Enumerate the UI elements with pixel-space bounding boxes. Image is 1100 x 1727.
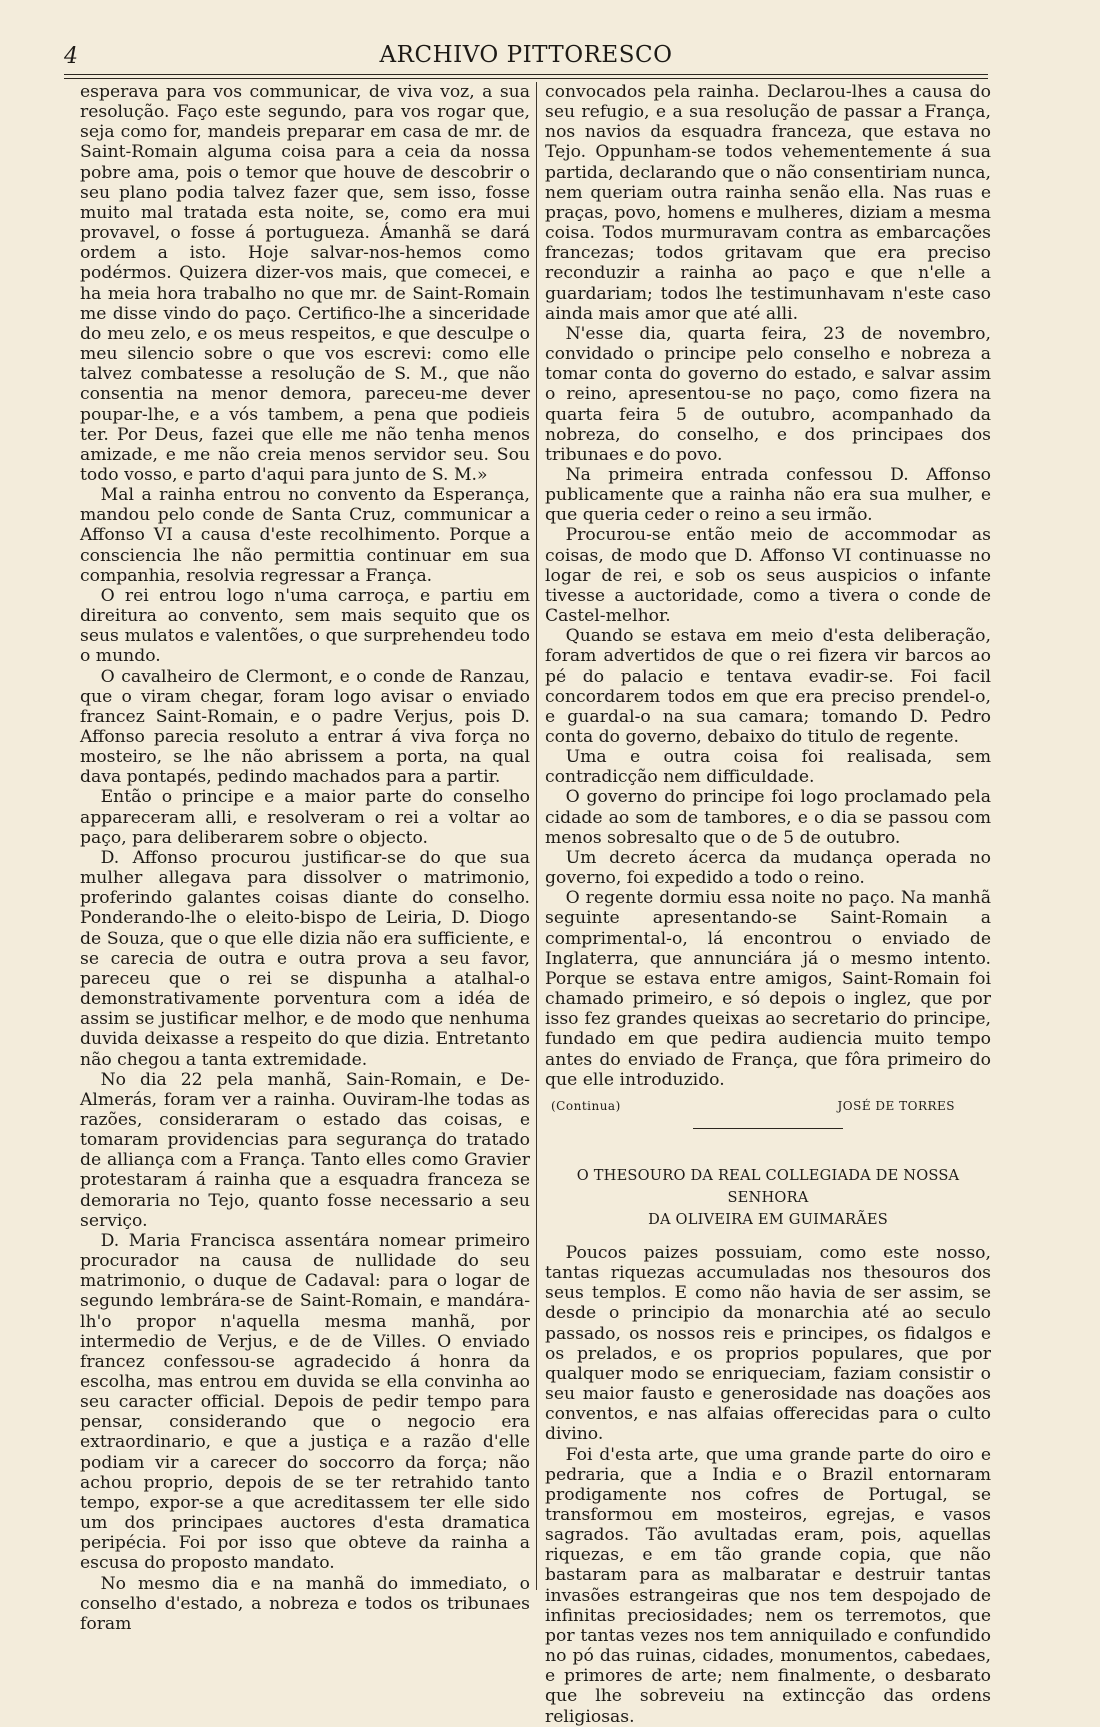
paragraph: No dia 22 pela manhã, Sain-Romain, e De-Almerás, foram ver a rainha. Ouviram-lhe todas as razões, consideraram o estado das coisas, e tomaram providencias para segurança do tratado de alliança com a França. Tanto elles como Gravier protestaram á rainha que a esquadra franceza se demoraria no Tejo, quanto fosse necessario a seu serviço. bbox=[80, 1069, 530, 1231]
paragraph: Na primeira entrada confessou D. Affonso publicamente que a rainha não era sua mulher, e que queria ceder o reino a seu irmão. bbox=[545, 464, 991, 526]
header-rule-thin bbox=[64, 78, 988, 79]
article-signature bbox=[545, 1096, 991, 1116]
section-title-line-1: O THESOURO DA REAL COLLEGIADA DE NOSSA SENHORA bbox=[576, 1166, 960, 1206]
running-title: ARCHIVO PITTORESCO bbox=[379, 42, 673, 68]
author-name: JOSÉ DE TORRES bbox=[837, 1098, 955, 1113]
paragraph: Poucos paizes possuiam, como este nosso, tantas riquezas accumuladas nos thesouros dos seus templos. E como não havia de ser assim, se desde o principio da monarchia até ao seculo passado, os nossos reis e principes, os fidalgos e os prelados, e os proprios populares, que por qualquer modo se enriqueciam, faziam consistir o seu maior fausto e generosidade nas doações aos conventos, e nas alfaias offerecidas para o culto divino. bbox=[545, 1242, 991, 1445]
paragraph: No mesmo dia e na manhã do immediato, o conselho d'estado, a nobreza e todos os tribunaes foram bbox=[80, 1573, 530, 1634]
section-title bbox=[545, 1165, 991, 1231]
paragraph: O regente dormiu essa noite no paço. Na manhã seguinte apresentando-se Saint-Romain a comprimental-o, lá encontrou o enviado de Inglaterra, que annunciára já o mesmo intento. Porque se estava entre amigos, Saint-Romain foi chamado primeiro, e só depois o inglez, que por isso fez grandes queixas ao secretario do principe, fundado em que pedira audiencia muito tempo antes do enviado de França, que fôra primeiro do que elle introduzido. bbox=[545, 888, 991, 1090]
paragraph: O rei entrou logo n'uma carroça, e partiu em direitura ao convento, sem mais sequito que os seus mulatos e valentões, o que surprehendeu todo o mundo. bbox=[80, 585, 530, 667]
paragraph: O cavalheiro de Clermont, e o conde de Ranzau, que o viram chegar, foram logo avisar o enviado francez Saint-Romain, e o padre Verjus, pois D. Affonso parecia resoluto a entrar á viva força no mosteiro, se lhe não abrissem a porta, na qual dava pontapés, pedindo machados para a partir. bbox=[80, 666, 530, 788]
paragraph: Uma e outra coisa foi realisada, sem contradicção nem difficuldade. bbox=[545, 747, 991, 788]
section-separator bbox=[693, 1128, 843, 1129]
paragraph: Um decreto ácerca da mudança operada no governo, foi expedido a todo o reino. bbox=[545, 847, 991, 889]
left-column bbox=[80, 82, 530, 1634]
paragraph: convocados pela rainha. Declarou-lhes a causa do seu refugio, e a sua resolução de passar a França, nos navios da esquadra franceza, que estava no Tejo. Oppunham-se todos vehementemente á sua partida, declarando que o não consentiriam nunca, nem queriam outra rainha senão ella. Nas ruas e praças, povo, homens e mulheres, diziam a mesma coisa. Todos murmuravam contra as embarcações francezas; todos gritavam que era preciso reconduzir a rainha ao paço e que n'elle a guardariam; todos lhe testimunhavam n'este caso ainda mais amor que até alli. bbox=[545, 82, 991, 324]
paragraph: Quando se estava em meio d'esta deliberação, foram advertidos de que o rei fizera vir barcos ao pé do palacio e tentava evadir-se. Foi facil concordarem todos em que era preciso prendel-o, e guardal-o na sua camara; tomando D. Pedro conta do governo, debaixo do titulo de regente. bbox=[545, 626, 991, 747]
paragraph: D. Affonso procurou justificar-se do que sua mulher allegava para dissolver o matrimonio, proferindo galantes coisas diante do conselho. Ponderando-lhe o eleito-bispo de Leiria, D. Diogo de Souza, que o que elle dizia não era sufficiente, e se carecia de outra e outra prova a seu favor, pareceu que o rei se dispunha a atalhal-o demonstrativamente porventura com a idéa de assim se justificar melhor, e de modo que nenhuma duvida deixasse a respeito do que dizia. Entretanto não chegou a tanta extremidade. bbox=[80, 847, 530, 1070]
paragraph: Foi d'esta arte, que uma grande parte do oiro e pedraria, que a India e o Brazil entornaram prodigamente nos cofres de Portugal, se transformou em mosteiros, egrejas, e vasos sagrados. Tão avultadas eram, pois, aquellas riquezas, e em tão grande copia, que não bastaram para as malbaratar e destruir tantas invasões estrangeiras que nos tem despojado de infinitas preciosidades; nem os terremotos, que por tantas vezes nos tem anniquilado e confundido no pó das ruinas, cidades, monumentos, cabedaes, e primores de arte; nem finalmente, o desbarato que lhe sobreveiu na extincção das ordens religiosas. bbox=[545, 1444, 991, 1727]
right-column bbox=[545, 82, 991, 1727]
paragraph: Então o principe e a maior parte do conselho appareceram alli, e resolveram o rei a voltar ao paço, para deliberarem sobre o objecto. bbox=[80, 787, 530, 848]
column-divider bbox=[536, 82, 537, 1590]
header-rule bbox=[64, 74, 988, 75]
paragraph: O governo do principe foi logo proclamado pela cidade ao som de tambores, e o dia se passou com menos sobresalto que o de 5 de outubro. bbox=[545, 787, 991, 848]
page-number: 4 bbox=[64, 44, 78, 69]
page-header bbox=[64, 40, 988, 70]
paragraph: N'esse dia, quarta feira, 23 de novembro, convidado o principe pelo conselho e nobreza a tomar conta do governo do estado, e salvar assim o reino, apresentou-se no paço, como fizera na quarta feira 5 de outubro, acompanhado da nobreza, do conselho, e dos principaes dos tribunaes e do povo. bbox=[545, 323, 991, 465]
paragraph: Mal a rainha entrou no convento da Esperança, mandou pelo conde de Santa Cruz, communicar a Affonso VI a causa d'este recolhimento. Porque a consciencia lhe não permittia continuar em sua companhia, resolvia regressar a França. bbox=[80, 485, 530, 586]
paragraph: esperava para vos communicar, de viva voz, a sua resolução. Faço este segundo, para vos rogar que, seja como for, mandeis preparar em casa de mr. de Saint-Romain alguma coisa para a ceia da nossa pobre ama, pois o temor que houve de descobrir o seu plano podia talvez fazer que, sem isso, fosse muito mal tratada esta noite, se, como era mui provavel, o fosse á portugueza. Ámanhã se dará ordem a isto. Hoje salvar-nos-hemos como podérmos. Quizera dizer-vos mais, que comecei, e ha meia hora trabalho no que mr. de Saint-Romain me disse vindo do paço. Certifico-lhe a sinceridade do meu zelo, e os meus respeitos, e que desculpe o meu silencio sobre o que vos escrevi: como elle talvez combatesse a resolução de S. M., que não consentia na menor demora, pareceu-me dever poupar-lhe, e a vós tambem, a pena que podieis ter. Por Deus, fazei que elle me não tenha menos amizade, e me não creia menos servidor seu. Sou todo vosso, e parto d'aqui para junto de S. M.» bbox=[80, 82, 530, 485]
paragraph: D. Maria Francisca assentára nomear primeiro procurador na causa de nullidade do seu matrimonio, o duque de Cadaval: para o logar de segundo lembrára-se de Saint-Romain, e mandára-lh'o propor n'aquella mesma manhã, por intermedio de Verjus, e de de Villes. O enviado francez confessou-se agradecido á honra da escolha, mas entrou em duvida se ella convinha ao seu caracter official. Depois de pedir tempo para pensar, considerando que o negocio era extraordinario, e que a justiça e a razão d'elle podiam vir a carecer do soccorro da força; não achou proprio, depois de se ter retrahido tanto tempo, expor-se a que acreditassem ter elle sido um dos principaes auctores d'esta dramatica peripécia. Foi por isso que obteve da rainha a escusa do proposto mandato. bbox=[80, 1230, 530, 1574]
continued-note: (Continua) bbox=[551, 1098, 621, 1113]
section-title-line-2: DA OLIVEIRA EM GUIMARÃES bbox=[648, 1210, 888, 1228]
paragraph: Procurou-se então meio de accommodar as coisas, de modo que D. Affonso VI continuasse no logar de rei, e sob os seus auspicios o infante tivesse a auctoridade, como a tivera o conde de Castel-melhor. bbox=[545, 525, 991, 627]
